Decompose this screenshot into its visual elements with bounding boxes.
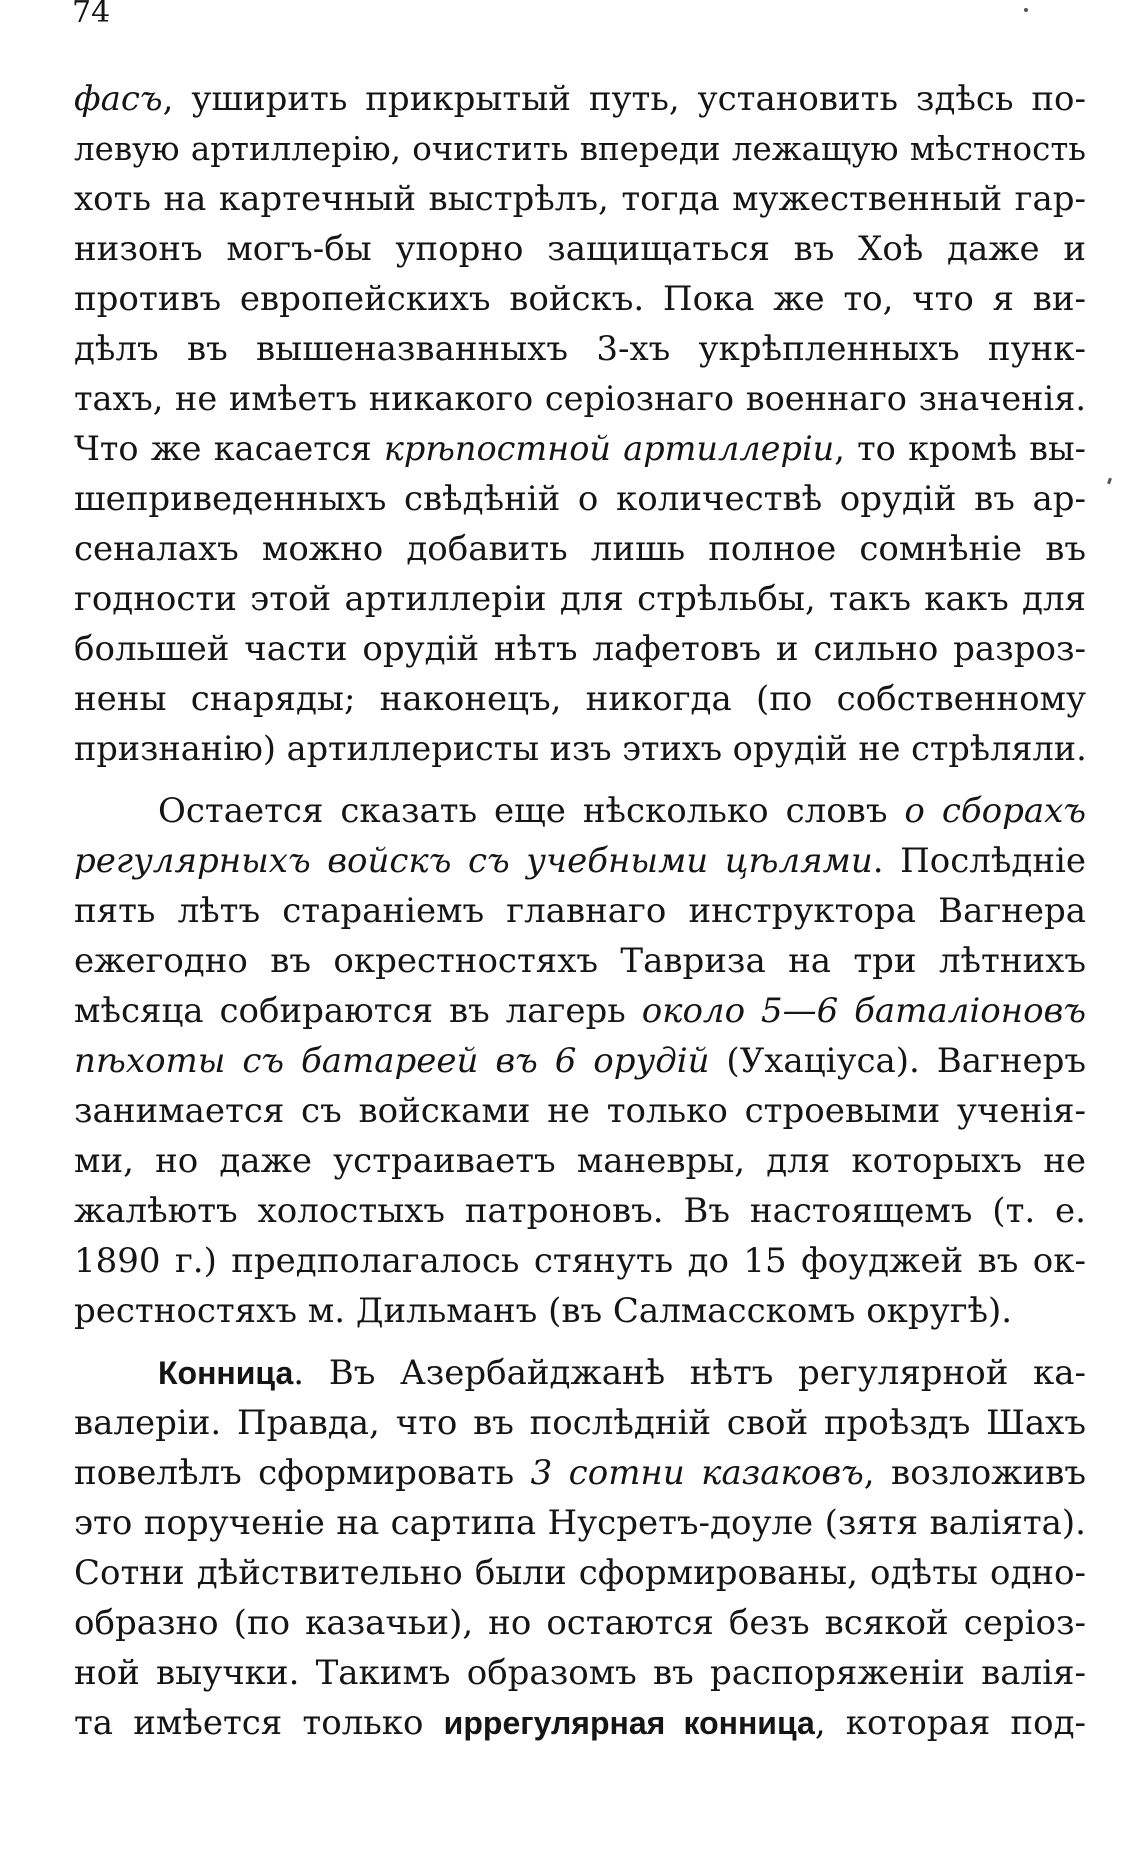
bold-heading-run: иррегулярная конница	[443, 1705, 815, 1741]
text-run: (Ухаціуса). Вагнеръ	[709, 1041, 1086, 1081]
italic-run: регулярныхъ войскъ съ учебными цѣлями	[74, 841, 873, 881]
text-run: Что же касается	[74, 429, 384, 468]
italic-run: пѣхоты съ батареей въ 6 орудій	[74, 1041, 710, 1081]
text-line	[74, 1448, 1086, 1498]
text-line	[74, 424, 1086, 474]
text-line	[74, 1548, 1086, 1598]
italic-run: фасъ	[74, 79, 163, 119]
text-line	[74, 624, 1086, 674]
text-run: большей части орудій нѣтъ лафетовъ и сильно разроз-	[74, 629, 1086, 669]
text-line	[74, 986, 1086, 1036]
text-line	[74, 574, 1086, 624]
text-line	[74, 1236, 1086, 1286]
text-run: дѣлъ въ вышеназванныхъ 3-хъ укрѣпленныхъ пунк-	[74, 329, 1086, 369]
text-run: тахъ, не имѣетъ никакого серіознаго военнаго значенія.	[74, 379, 1086, 418]
text-run: левую артиллерію, очистить впереди лежащую мѣстность	[74, 130, 1086, 168]
text-run: . Послѣдніе	[872, 841, 1086, 881]
paragraph	[74, 74, 1086, 774]
italic-run: о сборахъ	[904, 791, 1086, 831]
text-line	[74, 374, 1086, 424]
text-run: пять лѣтъ стараніемъ главнаго инструктора Вагнера	[74, 891, 1086, 931]
text-run: валеріи. Правда, что въ послѣдній свой проѣздъ Шахъ	[74, 1403, 1086, 1443]
text-run: Остается сказать еще нѣсколько словъ	[158, 791, 905, 831]
text-run: , то кромѣ вы-	[834, 429, 1086, 468]
text-run: сеналахъ можно добавить лишь полное сомнѣніе въ	[74, 529, 1086, 569]
text-line	[74, 836, 1086, 886]
bold-heading-run: Конница	[158, 1355, 294, 1391]
text-run: 1890 г.) предполагалось стянуть до 15 фоуджей въ ок-	[74, 1241, 1086, 1281]
text-line	[74, 1086, 1086, 1136]
text-run: ежегодно въ окрестностяхъ Тавриза на три лѣтнихъ	[74, 941, 1086, 981]
text-run: мѣсяца собираются въ лагерь	[74, 991, 642, 1031]
italic-run: крѣпостной артиллеріи	[383, 429, 835, 468]
text-run: хоть на картечный выстрѣлъ, тогда мужественный гар-	[74, 179, 1086, 219]
text-run: низонъ могъ-бы упорно защищаться въ Хоѣ даже и	[74, 229, 1086, 269]
text-run: ной выучки. Такимъ образомъ въ распоряженіи валія-	[74, 1653, 1086, 1693]
text-line	[74, 74, 1086, 124]
text-run: это порученіе на сартипа Нусретъ-доуле (зятя валіята).	[74, 1503, 1086, 1543]
text-line	[74, 786, 1086, 836]
text-run: рестностяхъ м. Дильманъ (въ Салмасскомъ округѣ).	[74, 1291, 1013, 1331]
text-line	[74, 1186, 1086, 1236]
text-run: та имѣется только	[74, 1703, 444, 1743]
print-speck	[1024, 8, 1028, 12]
text-line	[74, 274, 1086, 324]
page-number: 74	[72, 0, 111, 30]
text-run: жалѣютъ холостыхъ патроновъ. Въ настоящемъ (т. е.	[74, 1191, 1086, 1231]
text-line	[74, 524, 1086, 574]
text-run: признанію) артиллеристы изъ этихъ орудій не стрѣляли.	[74, 729, 1087, 768]
text-line	[74, 224, 1086, 274]
text-line	[74, 1648, 1086, 1698]
text-line	[74, 674, 1086, 724]
text-run: , уширить прикрытый путь, установить здѣсь по-	[162, 79, 1086, 119]
text-line	[74, 1598, 1086, 1648]
paragraph	[74, 1348, 1086, 1748]
text-line	[74, 724, 1086, 774]
text-run: . Въ Азербайджанѣ нѣтъ регулярной ка-	[293, 1353, 1086, 1393]
text-run: Сотни дѣйствительно были сформированы, одѣты одно-	[74, 1553, 1086, 1593]
text-run: противъ европейскихъ войскъ. Пока же то, что я ви-	[74, 279, 1086, 319]
text-run: занимается съ войсками не только строевыми ученія-	[74, 1091, 1086, 1131]
text-run: , которая под-	[814, 1703, 1086, 1743]
text-line	[74, 886, 1086, 936]
text-line	[74, 1036, 1086, 1086]
text-line	[74, 1698, 1086, 1748]
text-run: повелѣлъ сформировать	[74, 1453, 531, 1493]
paragraph-gap	[74, 1336, 1086, 1348]
text-run: ми, но даже устраиваетъ маневры, для которыхъ не	[74, 1141, 1086, 1181]
text-line	[74, 1136, 1086, 1186]
text-run: годности этой артиллеріи для стрѣльбы, такъ какъ для	[74, 579, 1086, 619]
text-run: , возложивъ	[863, 1453, 1086, 1493]
paragraph-gap	[74, 774, 1086, 786]
text-run: нены снаряды; наконецъ, никогда (по собственному	[74, 679, 1086, 719]
text-line	[74, 1286, 1086, 1336]
margin-mark	[1107, 478, 1112, 485]
text-run: образно (по казачьи), но остаются безъ всякой серіоз-	[74, 1603, 1086, 1643]
text-line	[74, 324, 1086, 374]
text-line	[74, 936, 1086, 986]
paragraph	[74, 786, 1086, 1336]
text-line	[74, 1498, 1086, 1548]
text-line	[74, 174, 1086, 224]
italic-run: 3 сотни казаковъ	[530, 1453, 864, 1493]
text-line	[74, 1398, 1086, 1448]
text-run: шеприведенныхъ свѣдѣній о количествѣ орудій въ ар-	[74, 479, 1086, 519]
italic-run: около 5—6 баталіоновъ	[641, 991, 1086, 1031]
body-text	[74, 74, 1086, 1748]
text-line	[74, 474, 1086, 524]
text-line	[74, 124, 1086, 174]
text-line	[74, 1348, 1086, 1398]
